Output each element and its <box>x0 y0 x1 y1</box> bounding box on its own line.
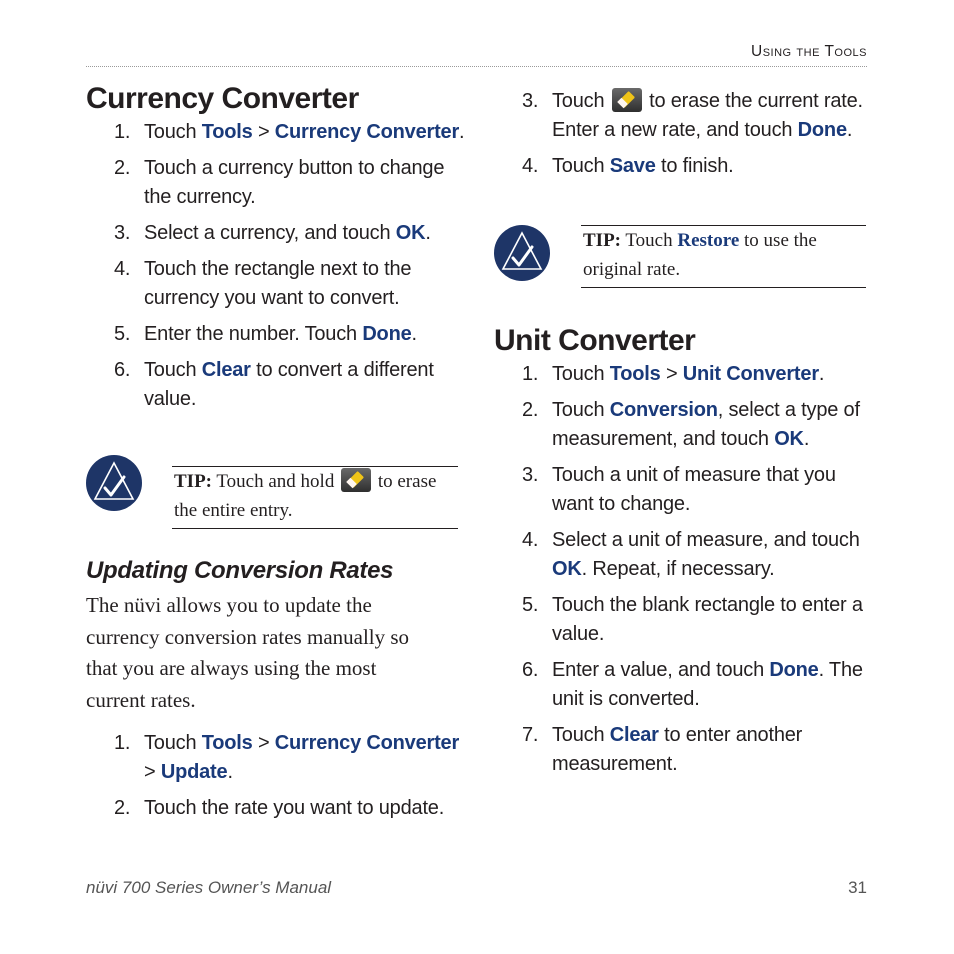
menu-ref-tools: Tools <box>201 121 253 143</box>
section-title: Using the Tools <box>751 43 867 60</box>
currency-converter-heading: Currency Converter <box>86 82 359 115</box>
list-item: 1. Touch Tools > Unit Converter. <box>522 363 825 385</box>
list-item: 5. Touch the blank rectangle to enter a value. <box>522 594 863 645</box>
menu-ref-ok: OK <box>774 428 804 450</box>
menu-ref-tools: Tools <box>609 363 661 385</box>
menu-ref-restore: Restore <box>677 230 740 251</box>
updating-rates-heading: Updating Conversion Rates <box>86 557 394 584</box>
page-number: 31 <box>848 878 867 897</box>
list-item: 3. Touch a unit of measure that you want to change. <box>522 464 836 515</box>
menu-ref-ok: OK <box>552 558 582 580</box>
menu-ref-unit-converter: Unit Converter <box>682 363 819 385</box>
menu-ref-update: Update <box>160 761 228 783</box>
list-item: 6. Touch Clear to convert a different value. <box>114 359 434 410</box>
list-item: 6. Enter a value, and touch Done. The unit is converted. <box>522 659 863 710</box>
list-item: 7. Touch Clear to enter another measurement. <box>522 724 803 775</box>
menu-ref-currency-converter: Currency Converter <box>274 732 460 754</box>
menu-ref-done: Done <box>362 323 412 345</box>
menu-ref-ok: OK <box>395 222 426 244</box>
unit-converter-heading: Unit Converter <box>494 324 696 357</box>
updating-steps <box>86 729 466 830</box>
list-item: 3. Touch to erase the current rate. Enter a new rate, and touch Done. <box>522 90 863 141</box>
update-steps-continued <box>494 87 869 188</box>
currency-steps <box>86 118 466 421</box>
menu-ref-conversion: Conversion <box>609 399 718 421</box>
menu-ref-currency-converter: Currency Converter <box>274 121 460 143</box>
list-item: 2. Touch the rate you want to update. <box>114 797 445 819</box>
list-item: 2. Touch a currency button to change the currency. <box>114 157 445 208</box>
tip-checkmark-icon <box>494 225 550 281</box>
unit-steps <box>494 360 869 786</box>
list-item: 4. Touch Save to finish. <box>522 155 734 177</box>
tip-touch-and-hold: TIP: Touch and hold to erase the entire entry. <box>172 466 458 529</box>
list-item: 4. Select a unit of measure, and touch OK. Repeat, if necessary. <box>522 529 860 580</box>
menu-ref-clear: Clear <box>201 359 251 381</box>
menu-ref-save: Save <box>609 155 656 177</box>
list-item: 1. Touch Tools > Currency Converter > Update. <box>114 732 460 783</box>
list-item: 2. Touch Conversion, select a type of measurement, and touch OK. <box>522 399 860 450</box>
list-item: 1. Touch Tools > Currency Converter. <box>114 121 465 143</box>
menu-ref-tools: Tools <box>201 732 253 754</box>
menu-ref-done: Done <box>769 659 819 681</box>
footer-manual-title: nüvi 700 Series Owner’s Manual <box>86 878 332 897</box>
menu-ref-done: Done <box>797 119 847 141</box>
tip-checkmark-icon <box>86 455 142 511</box>
header-rule <box>86 66 867 67</box>
list-item: 5. Enter the number. Touch Done. <box>114 323 417 345</box>
eraser-icon <box>341 468 371 492</box>
list-item: 4. Touch the rectangle next to the currency you want to convert. <box>114 258 412 309</box>
eraser-icon <box>612 88 642 112</box>
updating-rates-paragraph: The nüvi allows you to update the currency conversion rates manually so that you are always using the most current rates. <box>86 593 410 712</box>
list-item: 3. Select a currency, and touch OK. <box>114 222 431 244</box>
tip-restore: TIP: Touch Restore to use the original rate. <box>581 225 866 288</box>
menu-ref-clear: Clear <box>609 724 659 746</box>
